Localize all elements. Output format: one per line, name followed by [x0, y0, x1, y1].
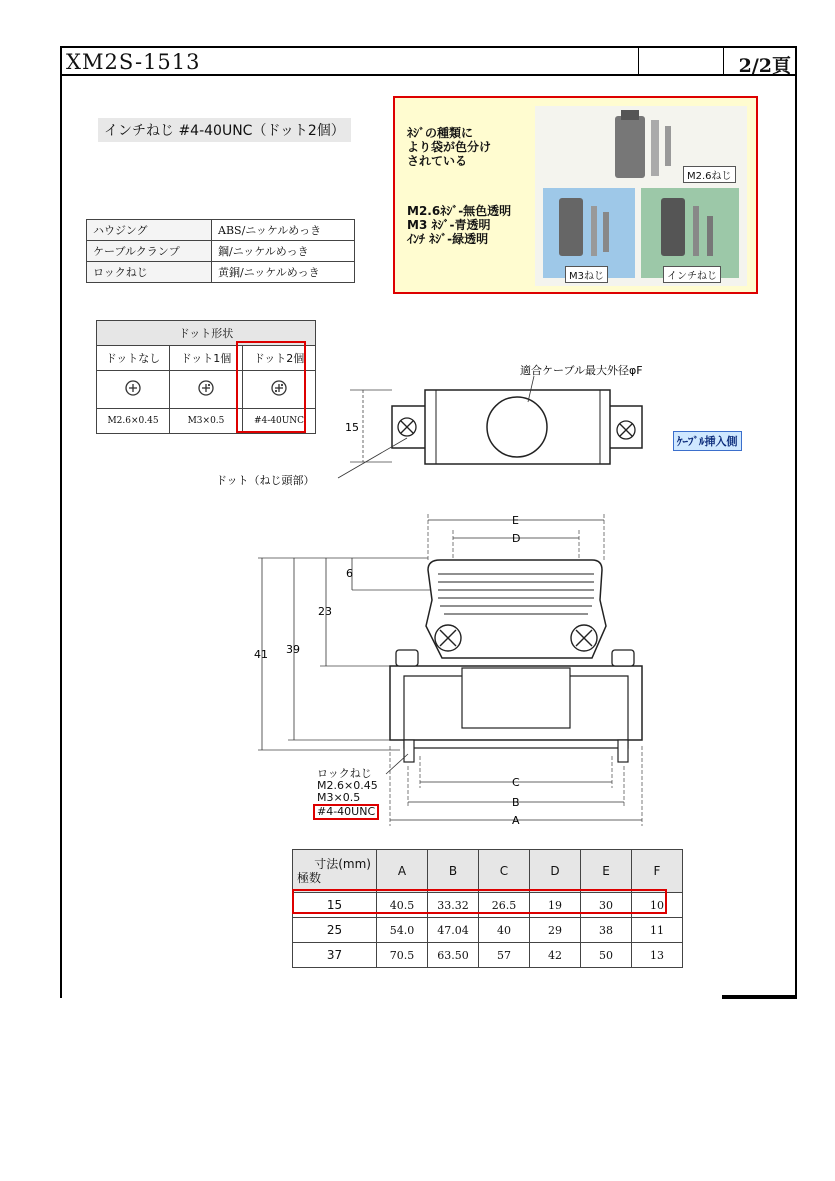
value-cell: 40.5 [377, 893, 428, 918]
poles-cell: 37 [293, 943, 377, 968]
header-bar [60, 46, 797, 76]
value-cell: 40 [479, 918, 530, 943]
document-title: XM2S-1513 [66, 50, 201, 74]
frame-left [60, 76, 62, 998]
dim-c-label: C [512, 776, 520, 789]
value-cell: 42 [530, 943, 581, 968]
value-cell: 26.5 [479, 893, 530, 918]
dot-header-one: ドット1個 [170, 346, 243, 371]
screw-head-no-dot-icon [97, 371, 170, 409]
col-header: E [581, 850, 632, 893]
selected-row-highlight [292, 889, 667, 914]
dot-size-one: M3×0.5 [170, 409, 243, 434]
value-cell: 33.32 [428, 893, 479, 918]
value-cell: 47.04 [428, 918, 479, 943]
table-row [87, 220, 355, 241]
value-cell: 50 [581, 943, 632, 968]
col-header: A [377, 850, 428, 893]
dot-callout-label: ドット（ねじ頭部） [216, 474, 315, 487]
header-blank-cell [638, 48, 724, 74]
dim-a-label: A [512, 814, 520, 827]
lock-screw-callout [317, 768, 379, 820]
part-material: 鋼/ニッケルめっき [212, 241, 355, 262]
value-cell: 10 [632, 893, 683, 918]
dot-header-none: ドットなし [97, 346, 170, 371]
part-material: 黄銅/ニッケルめっき [212, 262, 355, 283]
front-view-drawing [250, 508, 690, 828]
dot-header-two: ドット2個 [243, 346, 316, 371]
dot-table-title: ドット形状 [97, 321, 316, 346]
part-name: ケーブルクランプ [87, 241, 212, 262]
col-header: F [632, 850, 683, 893]
dim-table-corner: 寸法(mm) 極数 [293, 850, 377, 893]
side-height-dim: 15 [345, 421, 359, 434]
dim-23-label: 23 [318, 605, 332, 618]
page-subtitle: インチねじ #4-40UNC（ドット2個） [98, 118, 351, 142]
lock-screw-title: ロックねじ [317, 767, 372, 780]
table-row [293, 943, 683, 968]
table-row [293, 850, 683, 893]
value-cell: 11 [632, 918, 683, 943]
col-header: B [428, 850, 479, 893]
table-row [293, 918, 683, 943]
side-view-drawing [200, 360, 670, 490]
cable-insert-side-label: ｹｰﾌﾞﾙ挿入側 [673, 431, 742, 451]
lock-screw-size-highlight: #4-40UNC [313, 804, 379, 820]
inch-bag-label: インチねじ [663, 266, 721, 283]
part-material: ABS/ニッケルめっき [212, 220, 355, 241]
value-cell: 54.0 [377, 918, 428, 943]
value-cell: 38 [581, 918, 632, 943]
value-cell: 70.5 [377, 943, 428, 968]
cable-diameter-label: 適合ケーブル最大外径φF [520, 364, 643, 377]
dim-b-label: B [512, 796, 520, 809]
dim-d-label: D [512, 532, 521, 545]
frame-bottom [722, 995, 797, 999]
lock-screw-size: M3×0.5 [317, 791, 361, 804]
dim-41-label: 41 [254, 648, 268, 661]
table-row [87, 262, 355, 283]
m3-bag-label: M3ねじ [565, 266, 608, 283]
part-name: ロックねじ [87, 262, 212, 283]
value-cell: 13 [632, 943, 683, 968]
bag-type-list: M2.6ﾈｼﾞ-無色透明 M3 ﾈｼﾞ-青透明 ｲﾝﾁ ﾈｼﾞ-緑透明 [407, 204, 512, 246]
part-name: ハウジング [87, 220, 212, 241]
lock-screw-size: M2.6×0.45 [317, 779, 378, 792]
dim-39-label: 39 [286, 643, 300, 656]
m26-bag-label: M2.6ねじ [683, 166, 736, 183]
poles-cell: 25 [293, 918, 377, 943]
table-row [87, 241, 355, 262]
value-cell: 29 [530, 918, 581, 943]
col-header: C [479, 850, 530, 893]
product-photo-illustration [535, 106, 747, 286]
value-cell: 19 [530, 893, 581, 918]
dot-size-two: #4-40UNC [243, 409, 316, 434]
bag-color-note: ﾈｼﾞの種類に より袋が色分け されている [407, 126, 492, 168]
materials-table [86, 219, 355, 283]
screw-bag-photo-box [393, 96, 758, 294]
value-cell: 63.50 [428, 943, 479, 968]
product-photo [535, 106, 747, 286]
poles-cell: 15 [293, 893, 377, 918]
dim-6-label: 6 [346, 567, 353, 580]
value-cell: 57 [479, 943, 530, 968]
dot-size-none: M2.6×0.45 [97, 409, 170, 434]
page-number: 2/2頁 [738, 55, 791, 77]
dim-e-label: E [512, 514, 519, 527]
frame-right [795, 76, 797, 998]
col-header: D [530, 850, 581, 893]
value-cell: 30 [581, 893, 632, 918]
